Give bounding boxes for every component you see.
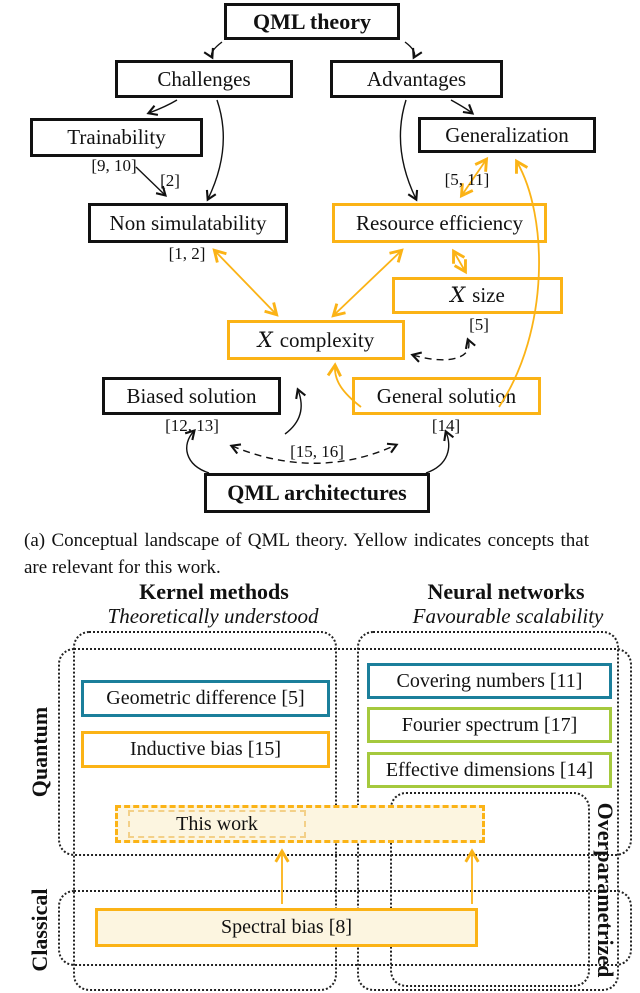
arrow-theory-to-advantages — [405, 42, 415, 57]
node-trainability: Trainability — [30, 118, 203, 157]
node-challenges: Challenges — [115, 60, 293, 98]
item-inductive-bias: Inductive bias [15] — [81, 731, 330, 768]
arrow-challenges-to-trainability — [149, 100, 177, 113]
arrow-dashed-complexity-size — [413, 340, 469, 360]
citation-trainability: [9, 10] — [91, 156, 137, 175]
citation-biased-solution: [12, 13] — [165, 416, 219, 435]
x-size-text: size — [472, 283, 505, 307]
item-covering-numbers: Covering numbers [11] — [367, 663, 612, 699]
arrow-resource-size — [454, 252, 465, 271]
node-x-size — [392, 277, 563, 314]
arrow-biased-to-complexity — [285, 390, 301, 434]
arrow-architectures-to-general — [426, 432, 449, 473]
citation-generalization-resource: [5, 11] — [444, 170, 490, 189]
this-work-box: This work — [128, 810, 306, 838]
column-subtitle-neural-networks: Favourable scalability — [412, 604, 604, 628]
citation-challenge-link: [2] — [160, 171, 180, 190]
citation-architectures-link: [15, 16] — [290, 442, 344, 461]
column-subtitle-kernel-methods: Theoretically understood — [107, 604, 319, 628]
node-non-simulatability: Non simulatability — [88, 203, 288, 243]
spectral-bias-box: Spectral bias [8] — [95, 908, 478, 947]
node-generalization: Generalization — [418, 117, 596, 153]
arrow-advantages-to-resource — [400, 100, 416, 199]
node-general-solution: General solution — [352, 377, 541, 415]
arrow-architectures-to-biased — [187, 431, 209, 473]
node-x-complexity — [227, 320, 405, 360]
node-biased-solution: Biased solution — [102, 377, 281, 415]
column-title-neural-networks: Neural networks — [427, 579, 585, 604]
arrow-advantages-to-generalization — [451, 100, 472, 113]
arrow-complexity-resource — [334, 251, 401, 315]
x-complexity-text: complexity — [279, 327, 375, 352]
item-fourier-spectrum: Fourier spectrum [17] — [367, 707, 612, 743]
side-label-overparametrized: Overparametrized — [593, 802, 618, 978]
figure-a-caption: (a) Conceptual landscape of QML theory. Yellow indicates concepts that are relevant for this work. — [24, 530, 589, 578]
item-geometric-difference: Geometric difference [5] — [81, 680, 330, 717]
arrow-challenges-to-nonsimulatability — [208, 100, 223, 199]
row-label-classical: Classical — [27, 888, 52, 972]
citation-non-simulatability: [1, 2] — [168, 244, 206, 263]
mathcal-x-symbol: X — [450, 283, 466, 307]
node-qml-theory: QML theory — [224, 3, 400, 40]
node-resource-efficiency: Resource efficiency — [332, 203, 547, 243]
mathcal-x-symbol: X — [257, 327, 273, 352]
citation-general-solution: [14] — [431, 416, 461, 435]
citation-x-size: [5] — [469, 315, 489, 334]
arrow-nonsimulatability-complexity — [215, 251, 276, 314]
arrow-theory-to-challenges — [211, 42, 222, 57]
node-advantages: Advantages — [330, 60, 503, 98]
node-qml-architectures: QML architectures — [204, 473, 430, 513]
row-label-quantum: Quantum — [27, 706, 52, 798]
item-effective-dimensions: Effective dimensions [14] — [367, 752, 612, 788]
column-title-kernel-methods: Kernel methods — [139, 579, 289, 604]
